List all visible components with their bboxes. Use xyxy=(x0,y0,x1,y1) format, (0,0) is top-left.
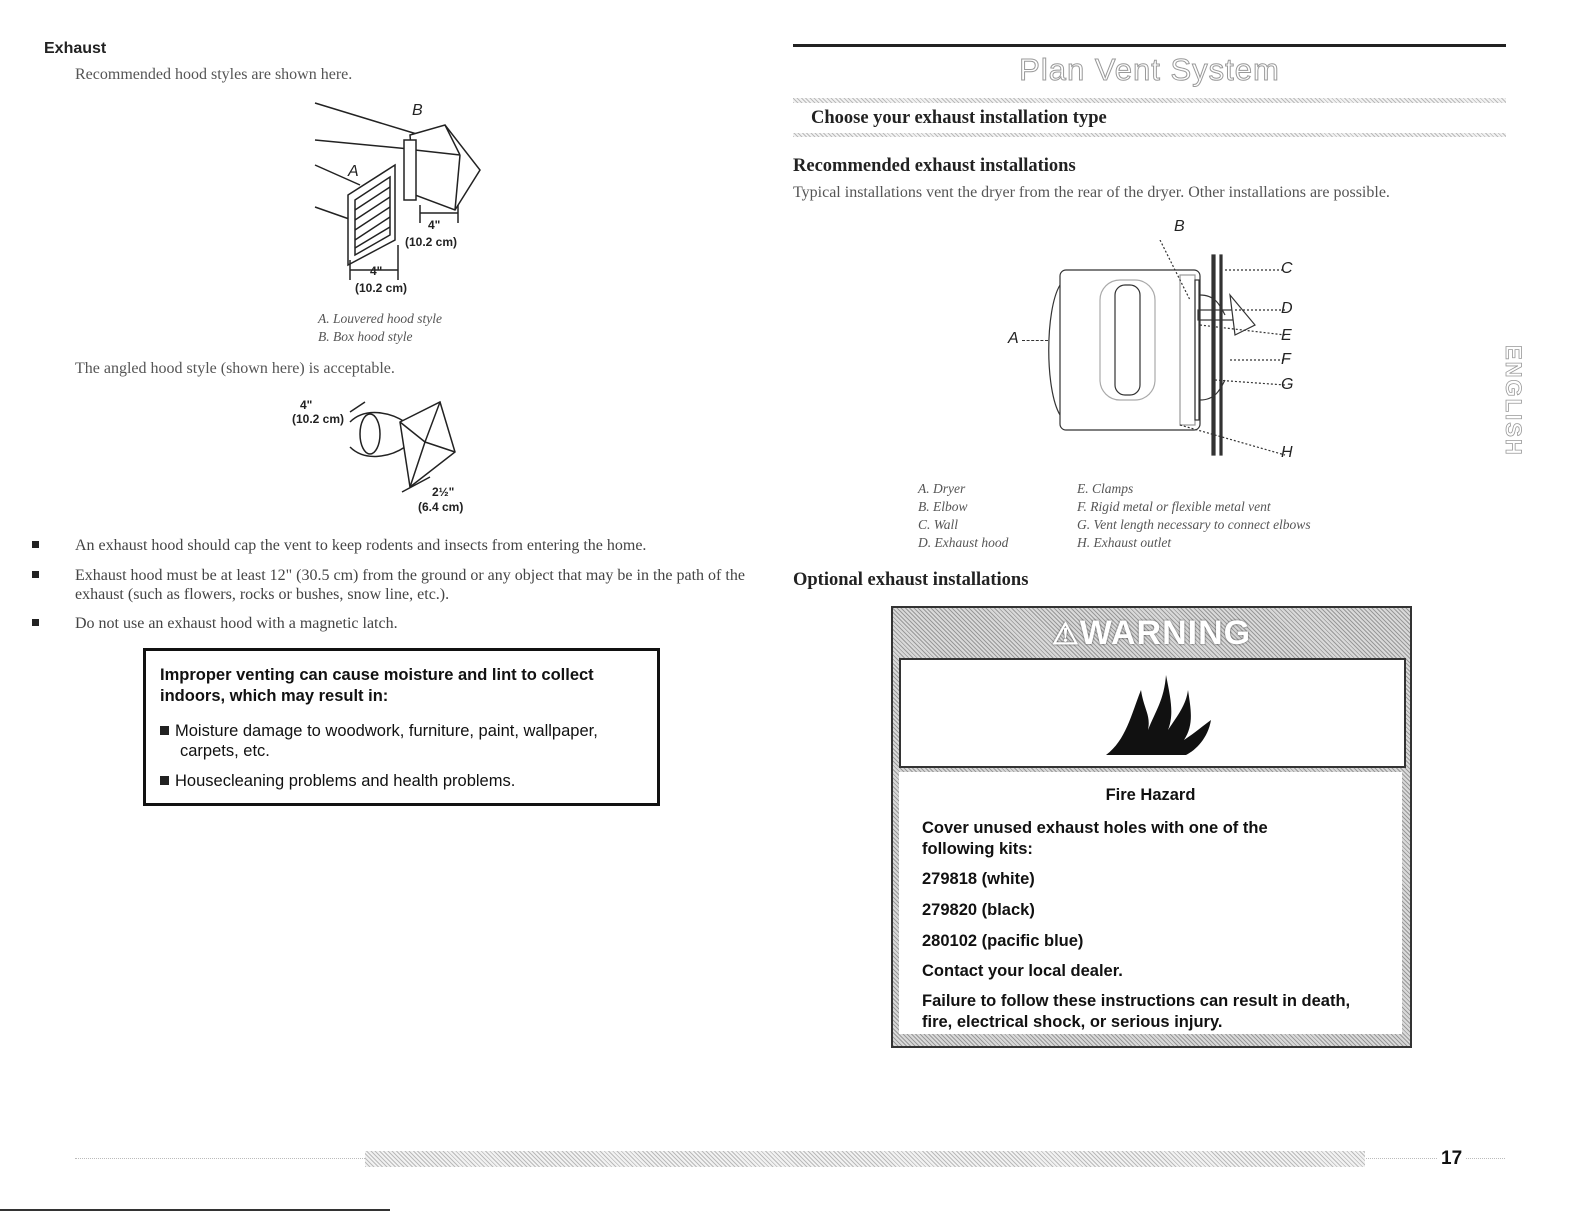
box-bullet xyxy=(160,776,169,785)
hood-legend-a: A. Louvered hood style xyxy=(318,311,442,326)
bullet-square xyxy=(32,619,39,626)
warning-title-text: WARNING xyxy=(1079,614,1252,652)
box-item-2-text: Housecleaning problems and health problems. xyxy=(175,772,516,790)
section-bar-title: Choose your exhaust installation type xyxy=(811,108,1107,128)
exhaust-heading: Exhaust xyxy=(44,40,107,57)
bullet-text: Do not use an exhaust hood with a magnetic latch. xyxy=(75,615,398,632)
box-item-1-cont: carpets, etc. xyxy=(180,742,270,760)
top-rule xyxy=(793,44,1506,47)
legend-entry: C. Wall xyxy=(918,517,959,532)
bullet-item xyxy=(42,536,762,556)
hood-label-a: A xyxy=(348,163,359,180)
hood-legend-b: B. Box hood style xyxy=(318,329,413,344)
bullet-text: Exhaust hood must be at least 12" (30.5 cm) from the ground or any object that may be in the path of the exhaust (such as flowers, rocks or bushes, snow line, etc.). xyxy=(75,567,745,603)
legend-entry: G. Vent length necessary to connect elbows xyxy=(1077,517,1311,532)
hood-label-b: B xyxy=(412,102,423,119)
kit-1: 279818 (white) xyxy=(922,870,1035,888)
legend-entry: A. Dryer xyxy=(918,481,966,496)
box-heading-1: Improper venting can cause moisture and lint to collect xyxy=(160,666,594,684)
language-side-tab: ENGLISH xyxy=(1501,345,1526,457)
legend-entry: E. Clamps xyxy=(1077,481,1134,496)
failure-line-b: fire, electrical shock, or serious injury. xyxy=(922,1013,1223,1031)
dryer-legend-left xyxy=(918,480,1008,552)
kit-2: 279820 (black) xyxy=(922,901,1035,919)
warning-title xyxy=(893,614,1410,653)
angled-hood-text: The angled hood style (shown here) is acceptable. xyxy=(75,360,395,377)
bullet-item xyxy=(42,614,762,634)
warning-line-1b: following kits: xyxy=(922,840,1033,858)
warning-triangle-icon: ⚠ xyxy=(1051,618,1080,651)
recommended-heading: Recommended exhaust installations xyxy=(793,156,1076,176)
bullet-item xyxy=(42,566,762,606)
fig-label-c: C xyxy=(1281,260,1293,277)
bullet-text: An exhaust hood should cap the vent to keep rodents and insects from entering the home. xyxy=(75,537,647,554)
fire-icon xyxy=(1096,670,1216,758)
legend-entry: D. Exhaust hood xyxy=(918,535,1009,550)
hood-dim1-in: 4" xyxy=(428,218,441,232)
fig-label-e: E xyxy=(1281,327,1292,344)
legend-entry: B. Elbow xyxy=(918,499,968,514)
fig-label-b: B xyxy=(1174,218,1185,235)
fig-label-d: D xyxy=(1281,300,1293,317)
bottom-edge-rule xyxy=(0,1209,390,1211)
box-bullet xyxy=(160,726,169,735)
recommended-text: Typical installations vent the dryer from the rear of the dryer. Other installations are possible. xyxy=(793,184,1390,201)
fig-label-a: A xyxy=(1008,330,1019,347)
fig-label-g: G xyxy=(1281,376,1294,393)
warning-line-1a: Cover unused exhaust holes with one of the xyxy=(922,819,1268,837)
dryer-legend-right xyxy=(1077,480,1311,552)
legend-entry: H. Exhaust outlet xyxy=(1077,535,1172,550)
warning-message-panel xyxy=(899,772,1402,1034)
fig-label-h: H xyxy=(1281,444,1293,461)
section-hatch-rule xyxy=(793,133,1506,137)
footer-hatch-band xyxy=(365,1151,1365,1167)
dryer-leader-a xyxy=(1022,340,1048,341)
box-heading-2: indoors, which may result in: xyxy=(160,687,389,705)
hood-styles-figure xyxy=(300,95,500,305)
improper-venting-box xyxy=(143,648,660,806)
box-item-2 xyxy=(160,771,515,791)
page-number: 17 xyxy=(1438,1148,1465,1170)
box-item-1 xyxy=(160,721,598,741)
angled-dim2-in: 2½" xyxy=(432,485,455,499)
bullet-square xyxy=(32,571,39,578)
exhaust-intro: Recommended hood styles are shown here. xyxy=(75,66,353,83)
hazard-title: Fire Hazard xyxy=(1105,786,1196,804)
box-item-1-text: Moisture damage to woodwork, furniture, paint, wallpaper, xyxy=(175,722,598,740)
failure-line-a: Failure to follow these instructions can result in death, xyxy=(922,992,1351,1010)
page-title: Plan Vent System xyxy=(1019,52,1280,87)
fire-warning-box xyxy=(891,606,1412,1048)
angled-dim1-cm: (10.2 cm) xyxy=(292,412,345,426)
hood-dim2-cm: (10.2 cm) xyxy=(355,281,408,295)
hood-dim1-cm: (10.2 cm) xyxy=(405,235,458,249)
contact-dealer: Contact your local dealer. xyxy=(922,962,1123,980)
legend-entry: F. Rigid metal or flexible metal vent xyxy=(1077,499,1271,514)
kit-3: 280102 (pacific blue) xyxy=(922,932,1084,950)
hood-dim2-in: 4" xyxy=(370,264,383,278)
title-hatch-rule xyxy=(793,98,1506,103)
fig-label-f: F xyxy=(1281,351,1291,368)
dryer-vent-figure xyxy=(1030,240,1290,460)
angled-dim1-in: 4" xyxy=(300,398,313,412)
bullet-square xyxy=(32,541,39,548)
angled-dim2-cm: (6.4 cm) xyxy=(418,500,464,514)
warning-symbol-panel xyxy=(899,658,1406,768)
optional-heading: Optional exhaust installations xyxy=(793,570,1029,590)
